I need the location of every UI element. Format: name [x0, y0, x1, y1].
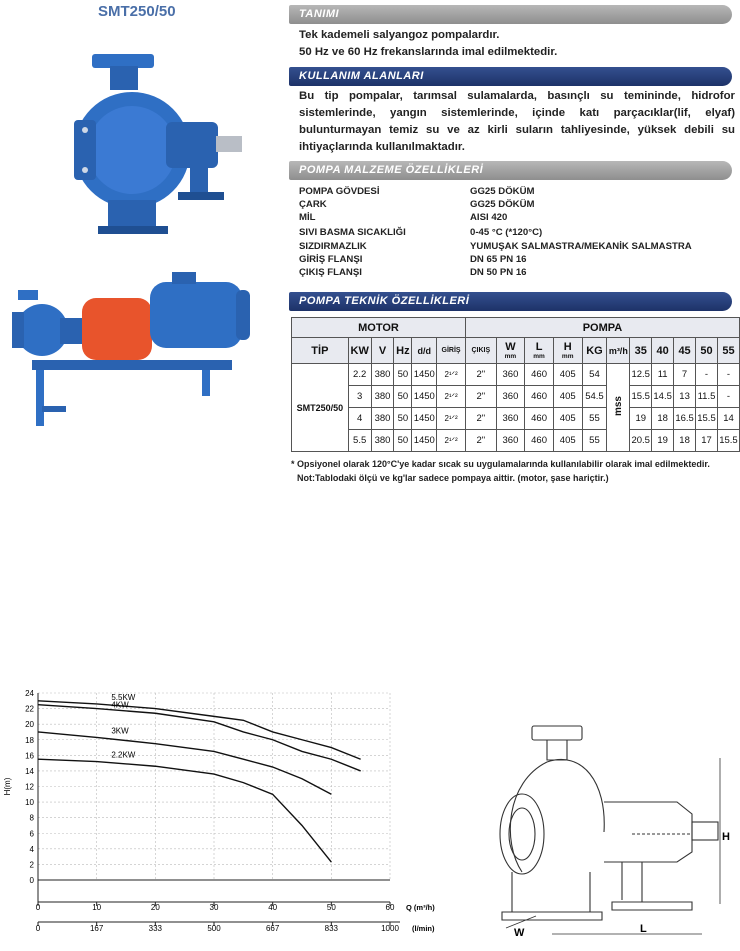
- series-label: 5.5KW: [111, 692, 136, 702]
- col-kg: KG: [582, 338, 607, 364]
- material-key: SIZDIRMAZLIK: [299, 241, 367, 252]
- x2-tick-label: 500: [207, 924, 221, 933]
- col-v: V: [371, 338, 394, 364]
- table-row: [292, 430, 740, 452]
- cell-head-value: 12.5: [630, 364, 652, 386]
- cell-kg: 54.5: [582, 386, 607, 408]
- cell-head-value: 19: [630, 408, 652, 430]
- col-flow-40: 40: [652, 338, 674, 364]
- x-axis-label: Q (m³/h): [406, 903, 435, 912]
- y-tick-label: 24: [25, 689, 34, 698]
- table-row: [292, 364, 740, 386]
- y-tick-label: 12: [25, 782, 34, 792]
- cell-kw: 5.5: [348, 430, 371, 452]
- material-key: MİL: [299, 212, 316, 223]
- dim-label-h: H: [722, 831, 730, 843]
- y-axis-label: H(m): [3, 777, 12, 796]
- material-key: ÇIKIŞ FLANŞI: [299, 267, 362, 278]
- cell-head-value: 16.5: [674, 408, 696, 430]
- y-tick-label: 14: [25, 766, 34, 776]
- col-tip: TİP: [292, 338, 349, 364]
- cell-h: 405: [553, 408, 582, 430]
- material-value: GG25 DÖKÜM: [470, 199, 535, 210]
- col-dd: d/d: [412, 338, 437, 364]
- material-key: POMPA GÖVDESİ: [299, 186, 380, 197]
- y-tick-label: 16: [25, 751, 34, 761]
- cell-h: 405: [553, 430, 582, 452]
- cell-head-value: -: [696, 364, 718, 386]
- series-line-5.5kw: [38, 701, 361, 759]
- material-value: YUMUŞAK SALMASTRA/MEKANİK SALMASTRA: [470, 241, 692, 252]
- note-optional: * Opsiyonel olarak 120°C'ye kadar sıcak su uygulamalarında kullanılabilir olarak imal edilmektedir.: [291, 459, 710, 469]
- cell-v: 380: [371, 430, 394, 452]
- col-flow-45: 45: [674, 338, 696, 364]
- cell-kw: 3: [348, 386, 371, 408]
- cell-hz: 50: [394, 364, 412, 386]
- cell-hz: 50: [394, 430, 412, 452]
- pompa-group-header: POMPA: [465, 318, 739, 338]
- note-dimensions: Not:Tablodaki ölçü ve kg'lar sadece pompaya aittir. (motor, şase hariçtir.): [297, 473, 609, 483]
- mss-label: mss: [612, 395, 624, 416]
- col-flow-55: 55: [717, 338, 739, 364]
- y-tick-label: 20: [25, 720, 34, 730]
- technical-table: [291, 317, 740, 452]
- x-tick-label: 60: [385, 903, 395, 912]
- tanimi-line-2: 50 Hz ve 60 Hz frekanslarında imal edilmektedir.: [299, 46, 558, 58]
- dim-label-w: W: [514, 927, 525, 939]
- x-tick-label: 40: [268, 903, 278, 912]
- material-value: GG25 DÖKÜM: [470, 186, 535, 197]
- cell-head-value: -: [717, 364, 739, 386]
- cell-w: 360: [496, 386, 525, 408]
- cell-head-value: 7: [674, 364, 696, 386]
- pump-photo-motor: [12, 268, 274, 438]
- cell-cikis: 2": [465, 364, 496, 386]
- cell-kg: 55: [582, 430, 607, 452]
- cell-v: 380: [371, 364, 394, 386]
- section-header-teknik: POMPA TEKNİK ÖZELLİKLERİ: [289, 292, 732, 311]
- cell-l: 460: [525, 408, 554, 430]
- cell-head-value: 14: [717, 408, 739, 430]
- cell-giris: 2¹ᐟ²: [437, 408, 466, 430]
- cell-kw: 4: [348, 408, 371, 430]
- cell-giris: 2¹ᐟ²: [437, 386, 466, 408]
- cell-dd: 1450: [412, 408, 437, 430]
- x2-tick-label: 667: [265, 924, 280, 933]
- col-hz: Hz: [394, 338, 412, 364]
- y-tick-label: 18: [25, 735, 34, 745]
- material-key: ÇARK: [299, 199, 327, 210]
- x2-tick-label: 333: [148, 924, 163, 933]
- col-flow-35: 35: [630, 338, 652, 364]
- cell-l: 460: [525, 430, 554, 452]
- col-cikis: ÇIKIŞ: [465, 338, 496, 364]
- cell-dd: 1450: [412, 386, 437, 408]
- x2-tick-label: 833: [324, 924, 339, 933]
- cell-kw: 2.2: [348, 364, 371, 386]
- chart-axes: [35, 693, 400, 926]
- cell-head-value: 18: [652, 408, 674, 430]
- mss-cell: [607, 364, 630, 452]
- series-label: 3KW: [111, 726, 129, 736]
- chart-labels: [3, 689, 435, 933]
- section-header-malzeme: POMPA MALZEME ÖZELLİKLERİ: [289, 161, 732, 180]
- col-l: L mm: [525, 338, 554, 364]
- y-tick-label: 6: [29, 829, 34, 839]
- cell-v: 380: [371, 408, 394, 430]
- cell-head-value: 11: [652, 364, 674, 386]
- cell-hz: 50: [394, 386, 412, 408]
- cell-h: 405: [553, 364, 582, 386]
- cell-head-value: 15.5: [696, 408, 718, 430]
- performance-chart: [0, 685, 440, 951]
- x2-tick-label: 167: [89, 924, 104, 933]
- col-giris: GİRİŞ: [437, 338, 466, 364]
- material-key: GİRİŞ FLANŞI: [299, 254, 363, 265]
- cell-head-value: 18: [674, 430, 696, 452]
- x-tick-label: 30: [209, 903, 219, 912]
- section-header-kullanim: KULLANIM ALANLARI: [289, 67, 732, 86]
- cell-hz: 50: [394, 408, 412, 430]
- dim-label-l: L: [640, 923, 647, 935]
- model-title: SMT250/50: [98, 3, 176, 20]
- material-key: SIVI BASMA SICAKLIĞI: [299, 227, 406, 238]
- cell-w: 360: [496, 430, 525, 452]
- y-tick-label: 2: [29, 860, 34, 870]
- cell-head-value: 15.5: [630, 386, 652, 408]
- cell-cikis: 2": [465, 386, 496, 408]
- chart-grid: [38, 693, 390, 880]
- cell-head-value: 20.5: [630, 430, 652, 452]
- cell-dd: 1450: [412, 430, 437, 452]
- x2-tick-label: 1000: [381, 924, 399, 933]
- chart-series: [38, 701, 361, 862]
- series-line-2.2kw: [38, 759, 331, 862]
- pump-photo-bare: [70, 50, 250, 240]
- cell-l: 460: [525, 386, 554, 408]
- col-flow: m³/h: [607, 338, 630, 364]
- material-value: AISI 420: [470, 212, 508, 223]
- type-cell: SMT250/50: [292, 364, 349, 452]
- cell-cikis: 2": [465, 408, 496, 430]
- y-tick-label: 4: [29, 844, 34, 854]
- cell-w: 360: [496, 364, 525, 386]
- cell-head-value: 13: [674, 386, 696, 408]
- x-tick-label: 50: [326, 903, 336, 912]
- cell-kg: 54: [582, 364, 607, 386]
- cell-head-value: 17: [696, 430, 718, 452]
- series-line-3kw: [38, 732, 331, 794]
- table-row: [292, 408, 740, 430]
- series-label: 2.2KW: [111, 750, 136, 760]
- section-header-tanimi: TANIMI: [289, 5, 732, 24]
- y-tick-label: 0: [29, 876, 34, 885]
- cell-kg: 55: [582, 408, 607, 430]
- cell-w: 360: [496, 408, 525, 430]
- y-tick-label: 8: [29, 813, 34, 823]
- cell-head-value: 15.5: [717, 430, 739, 452]
- cell-giris: 2¹ᐟ²: [437, 364, 466, 386]
- col-h: H mm: [553, 338, 582, 364]
- col-flow-50: 50: [696, 338, 718, 364]
- cell-head-value: -: [717, 386, 739, 408]
- cell-giris: 2¹ᐟ²: [437, 430, 466, 452]
- y-tick-label: 10: [25, 798, 34, 808]
- cell-v: 380: [371, 386, 394, 408]
- cell-cikis: 2": [465, 430, 496, 452]
- cell-head-value: 19: [652, 430, 674, 452]
- tanimi-line-1: Tek kademeli salyangoz pompalardır.: [299, 29, 500, 41]
- cell-l: 460: [525, 364, 554, 386]
- cell-head-value: 11.5: [696, 386, 718, 408]
- material-value: 0-45 °C (*120°C): [470, 227, 543, 238]
- x2-tick-label: 0: [35, 924, 41, 933]
- table-row: [292, 386, 740, 408]
- cell-head-value: 14.5: [652, 386, 674, 408]
- dimension-drawing: [492, 722, 732, 942]
- x2-axis-label: (l/min): [412, 924, 435, 933]
- material-value: DN 65 PN 16: [470, 254, 527, 265]
- x-tick-label: 0: [35, 903, 41, 912]
- x-tick-label: 20: [150, 903, 160, 912]
- motor-group-header: MOTOR: [292, 318, 466, 338]
- x-tick-label: 10: [92, 903, 102, 912]
- col-w: W mm: [496, 338, 525, 364]
- y-tick-label: 22: [25, 704, 34, 714]
- material-value: DN 50 PN 16: [470, 267, 527, 278]
- col-kw: KW: [348, 338, 371, 364]
- cell-dd: 1450: [412, 364, 437, 386]
- cell-h: 405: [553, 386, 582, 408]
- series-label: 4KW: [111, 700, 129, 710]
- kullanim-text: Bu tip pompalar, tarımsal sulamalarda, basınçlı su temininde, hidrofor sistemlerinde, yangın sistemlerinde, içinde katı parçacıklar(lif, elyaf) bulunturmayan temiz su ve az kirli suların tahliyesinde, yüksek debili su ihtiyaçlarında kullanılmaktadır.: [299, 90, 735, 153]
